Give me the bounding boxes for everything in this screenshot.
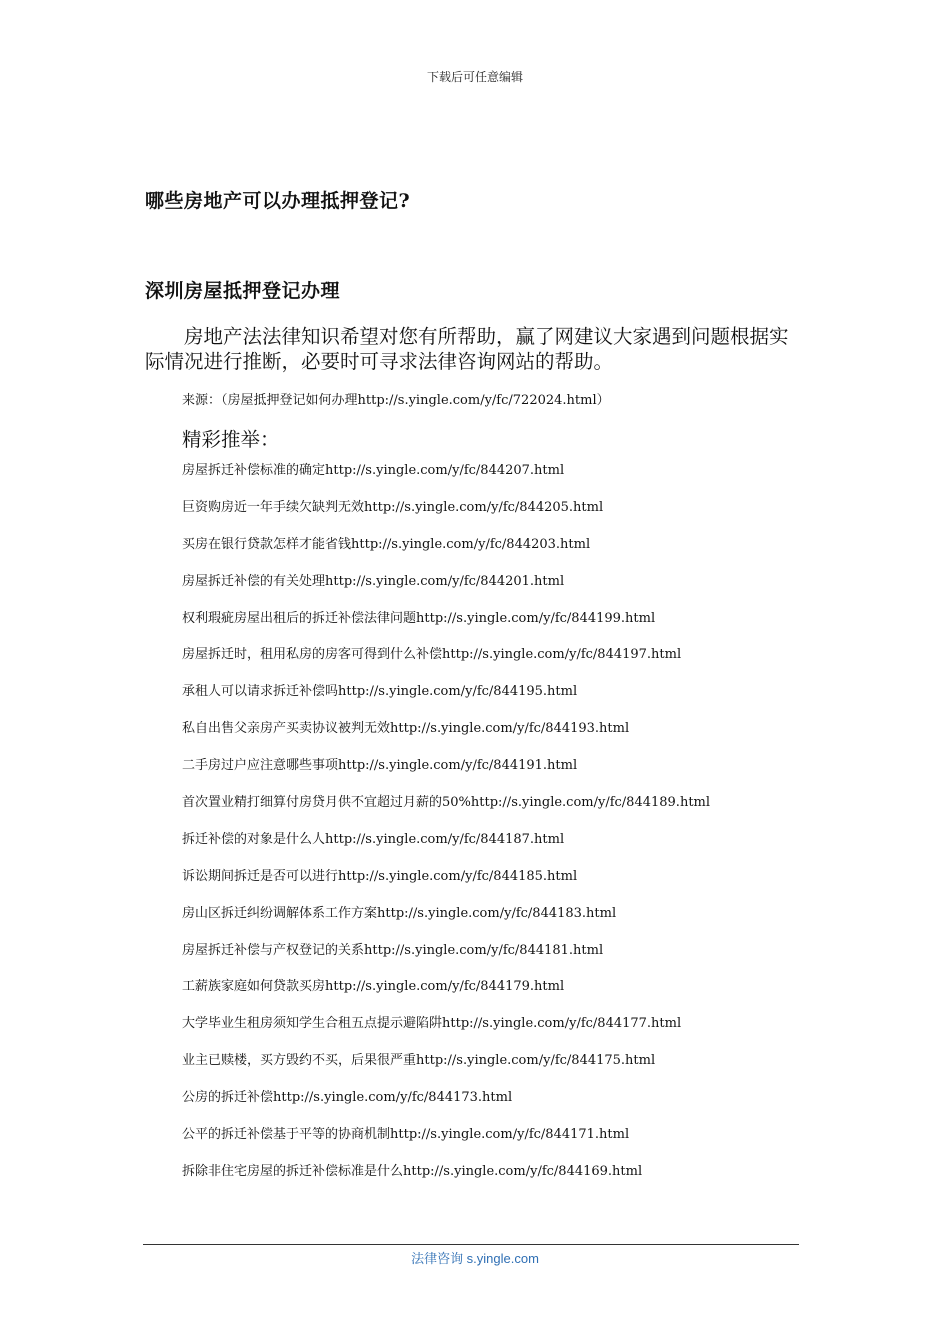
footer-link[interactable]: 法律咨询 s.yingle.com: [411, 1251, 539, 1266]
list-item-url[interactable]: http://s.yingle.com/y/fc/844187.html: [325, 831, 565, 847]
list-item-url[interactable]: http://s.yingle.com/y/fc/844175.html: [416, 1053, 656, 1069]
list-item[interactable]: [182, 610, 710, 647]
list-item-url[interactable]: http://s.yingle.com/y/fc/844195.html: [338, 684, 578, 700]
list-item-title: 首次置业精打细算付房贷月供不宜超过月薪的50%: [182, 795, 471, 811]
article-title: 哪些房地产可以办理抵押登记?: [145, 190, 411, 212]
list-item-url[interactable]: http://s.yingle.com/y/fc/844179.html: [325, 979, 565, 995]
list-item-title: 工薪族家庭如何贷款买房: [182, 979, 326, 995]
list-item[interactable]: [182, 1126, 710, 1163]
list-item[interactable]: [182, 978, 710, 1015]
list-item-url[interactable]: http://s.yingle.com/y/fc/844185.html: [338, 868, 578, 884]
list-item-url[interactable]: http://s.yingle.com/y/fc/844193.html: [390, 721, 630, 737]
list-item[interactable]: [182, 831, 710, 868]
list-item-url[interactable]: http://s.yingle.com/y/fc/844197.html: [442, 647, 682, 663]
list-item[interactable]: [182, 499, 710, 536]
list-item[interactable]: [182, 462, 710, 499]
list-item-url[interactable]: http://s.yingle.com/y/fc/844173.html: [273, 1090, 513, 1106]
source-line: 来源：（房屋抵押登记如何办理http://s.yingle.com/y/fc/722024.html）: [182, 393, 610, 408]
list-item[interactable]: [182, 794, 710, 831]
list-item-title: 拆除非住宅房屋的拆迁补偿标准是什么: [182, 1163, 404, 1179]
list-item-url[interactable]: http://s.yingle.com/y/fc/844205.html: [364, 499, 604, 515]
header-note: 下载后可任意编辑: [426, 70, 523, 84]
list-item[interactable]: [182, 646, 710, 683]
list-item[interactable]: [182, 942, 710, 979]
list-item[interactable]: [182, 1163, 710, 1200]
list-item-url[interactable]: http://s.yingle.com/y/fc/844189.html: [470, 795, 711, 811]
list-item-title: 房屋拆迁补偿的有关处理: [182, 573, 326, 589]
list-item-title: 承租人可以请求拆迁补偿吗: [182, 684, 339, 700]
article-subtitle: 深圳房屋抵押登记办理: [145, 280, 341, 302]
list-item[interactable]: [182, 757, 710, 794]
list-item-title: 公房的拆迁补偿: [182, 1090, 274, 1106]
recommend-heading: 精彩推举：: [182, 428, 280, 451]
list-item-title: 巨资购房近一年手续欠缺判无效: [182, 499, 365, 515]
list-item[interactable]: [182, 868, 710, 905]
intro-paragraph: 房地产法法律知识希望对您有所帮助，赢了网建议大家遇到问题根据实际情况进行推断，必要时可寻求法律咨询网站的帮助。: [145, 325, 789, 373]
list-item-url[interactable]: http://s.yingle.com/y/fc/844183.html: [377, 905, 617, 921]
list-item-title: 房山区拆迁纠纷调解体系工作方案: [182, 905, 378, 921]
list-item[interactable]: [182, 536, 710, 573]
list-item-url[interactable]: http://s.yingle.com/y/fc/844177.html: [442, 1016, 682, 1032]
list-item-title: 权利瑕疵房屋出租后的拆迁补偿法律问题: [182, 610, 417, 626]
list-item-title: 业主已赎楼，买方毁约不买，后果很严重: [182, 1053, 417, 1069]
list-item-title: 买房在银行贷款怎样才能省钱: [182, 536, 352, 552]
list-item-url[interactable]: http://s.yingle.com/y/fc/844171.html: [390, 1127, 630, 1143]
list-item-url[interactable]: http://s.yingle.com/y/fc/844181.html: [364, 942, 604, 958]
list-item[interactable]: [182, 905, 710, 942]
list-item-title: 大学毕业生租房须知学生合租五点提示避陷阱: [182, 1016, 443, 1032]
list-item[interactable]: [182, 683, 710, 720]
list-item[interactable]: [182, 1052, 710, 1089]
list-item-title: 拆迁补偿的对象是什么人: [182, 831, 326, 847]
list-item-url[interactable]: http://s.yingle.com/y/fc/844191.html: [338, 758, 578, 774]
list-item-url[interactable]: http://s.yingle.com/y/fc/844207.html: [325, 463, 565, 478]
list-item-url[interactable]: http://s.yingle.com/y/fc/844201.html: [325, 573, 565, 589]
list-item[interactable]: [182, 1089, 710, 1126]
list-item-title: 二手房过户应注意哪些事项: [182, 758, 339, 774]
footer-divider: [143, 1244, 799, 1245]
list-item-title: 房屋拆迁补偿标准的确定: [182, 463, 326, 478]
list-item-url[interactable]: http://s.yingle.com/y/fc/844203.html: [351, 536, 591, 552]
list-item[interactable]: [182, 573, 710, 610]
list-item-title: 私自出售父亲房产买卖协议被判无效: [182, 721, 391, 737]
list-item-url[interactable]: http://s.yingle.com/y/fc/844169.html: [403, 1163, 643, 1179]
list-item-title: 诉讼期间拆迁是否可以进行: [182, 868, 339, 884]
list-item-title: 公平的拆迁补偿基于平等的协商机制: [182, 1127, 391, 1143]
list-item-title: 房屋拆迁时，租用私房的房客可得到什么补偿: [182, 647, 443, 663]
list-item-title: 房屋拆迁补偿与产权登记的关系: [182, 942, 365, 958]
list-item[interactable]: [182, 720, 710, 757]
list-item[interactable]: [182, 1015, 710, 1052]
list-item-url[interactable]: http://s.yingle.com/y/fc/844199.html: [416, 610, 656, 626]
recommend-list: [182, 462, 710, 1200]
